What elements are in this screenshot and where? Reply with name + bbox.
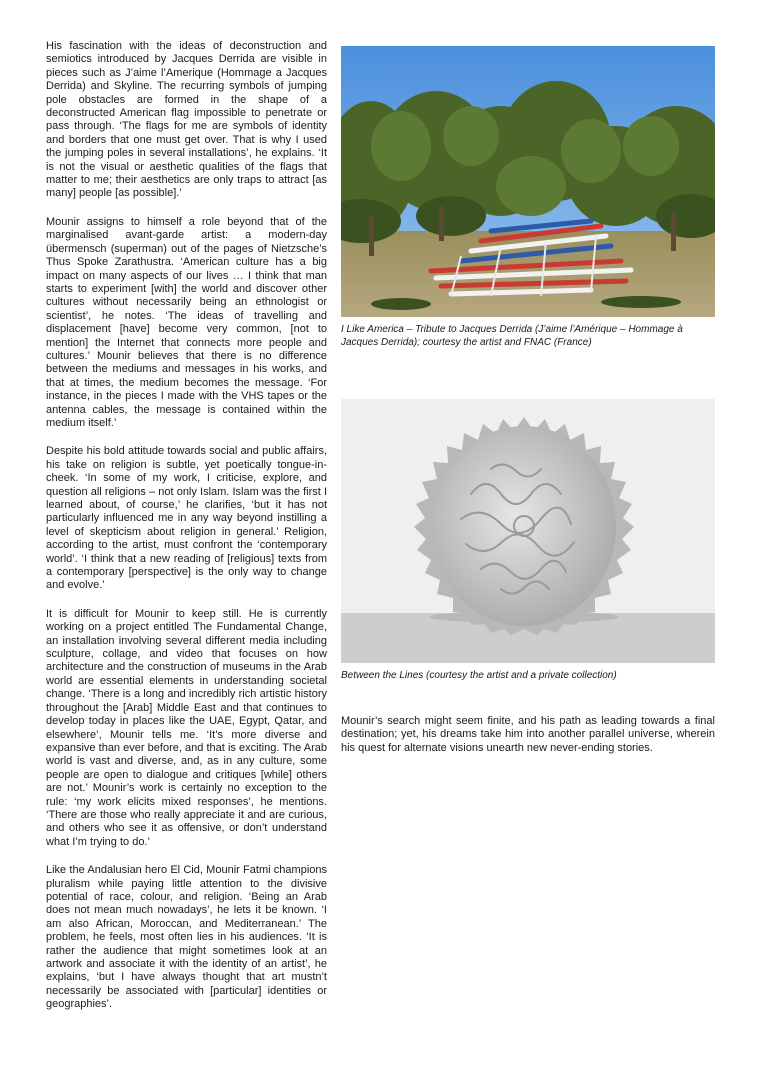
paragraph-closing: Mounir’s search might seem finite, and his path as leading towards a final destination; yet, his dreams take him into another parallel universe, wherein his quest for alternate visions unearth new never-ending stories. bbox=[341, 715, 715, 754]
right-column bbox=[341, 46, 715, 766]
paragraph-derrida: His fascination with the ideas of deconstruction and semiotics introduced by Jacques Derrida are visible in pieces such as J’aime l’Amerique (Hommage a Jacques Derrida) and Skyline. The recurring symbols of jumping pole obstacles are formed in the shape of a deconstructed American flag impossible to penetrate or pass through. ‘The flags for me are symbols of identity and borders that one must get over. That is why I used the jumping poles in several installations’, he explains. ‘It is not the visual or aesthetic qualities of the flags that matter to me; their aesthetics are only traps to attract [as many] people [as possible].’ bbox=[46, 40, 327, 200]
photo-saw-blade bbox=[341, 399, 715, 663]
paragraph-el-cid: Like the Andalusian hero El Cid, Mounir Fatmi champions pluralism while paying little attention to the divisive potential of race, colour, and religion. ‘Being an Arab does not mean much nowadays’, he lets it be known. ‘I am also African, Moroccan, and Mediterranean.’ The problem, he feels, most often lies in his audiences. ‘It is rather the audience that might sometimes look at an artwork and associate it with the identity of an artist’, he explains, ‘but I have always thought that art mustn’t necessarily be associated with [particular] identities or geographies’. bbox=[46, 864, 327, 1011]
figure-i-like-america bbox=[341, 46, 715, 349]
left-column bbox=[46, 40, 327, 1027]
caption-i-like-america: I Like America – Tribute to Jacques Derrida (J’aime l’Amérique – Hommage à Jacques Derrida); courtesy the artist and FNAC (France) bbox=[341, 324, 683, 348]
photo-jumping-poles-installation bbox=[341, 46, 715, 317]
figure-between-the-lines bbox=[341, 399, 715, 682]
paragraph-ubermensch: Mounir assigns to himself a role beyond that of the marginalised avant-garde artist: a modern-day übermensch (superman) out of the pages of Nietzsche’s Thus Spoke Zarathustra. ‘American culture has a big impact on many aspects of our lives … I think that man starts to experiment [with] the world and discover other cultures without necessarily being an ethnologist or scientist’, he notes. ‘The ideas of travelling and displacement [have] become very common, [not to mention] the Internet that connects more people and cultures.’ Mounir believes that there is no difference between the mediums and messages in his works, and that at times, the medium becomes the message. ‘For instance, in the pieces I made with the VHS tapes or the antenna cables, the message is contained within the medium itself.’ bbox=[46, 215, 327, 429]
paragraph-fundamental-change: It is difficult for Mounir to keep still. He is currently working on a project entitled The Fundamental Change, an installation involving several different media including sculpture, collage, and video that focuses on how architecture and the construction of museums in the Arab world are essential elements in understanding societal change. ‘There is a long and incredibly rich artistic history throughout the [Arab] Middle East and that continues to develop today in places like the UAE, Egypt, Qatar, and elsewhere’, Mounir tells me. ‘It’s more diverse and expansive than ever before, and that is exciting. The Arab world is vast and diverse, and, as in any culture, some people are open to dialogue and critiques [while] others are not.’ Mounir’s work is certainly no exception to the rule: ‘my work elicits mixed responses’, he mentions. ‘There are those who really appreciate it and are curious, and others who see it as offensive, or don’t understand what I’m trying to do.’ bbox=[46, 607, 327, 848]
caption-between-the-lines: Between the Lines (courtesy the artist and a private collection) bbox=[341, 670, 617, 681]
paragraph-religion: Despite his bold attitude towards social and public affairs, his take on religion is subtle, yet poetically tongue-in-cheek. ‘In some of my work, I criticise, explore, and question all religions – not only Islam. Islam was the first I learned about, of course,’ he clarifies, ‘but it has not particularly influenced me in any way beyond instilling a level of skepticism about religion in general.’ Religion, according to the artist, must confront the ‘contemporary world’. ‘I think that a new reading of [religious] texts from a contemporary [perspective] is the only way to change and evolve.’ bbox=[46, 445, 327, 592]
